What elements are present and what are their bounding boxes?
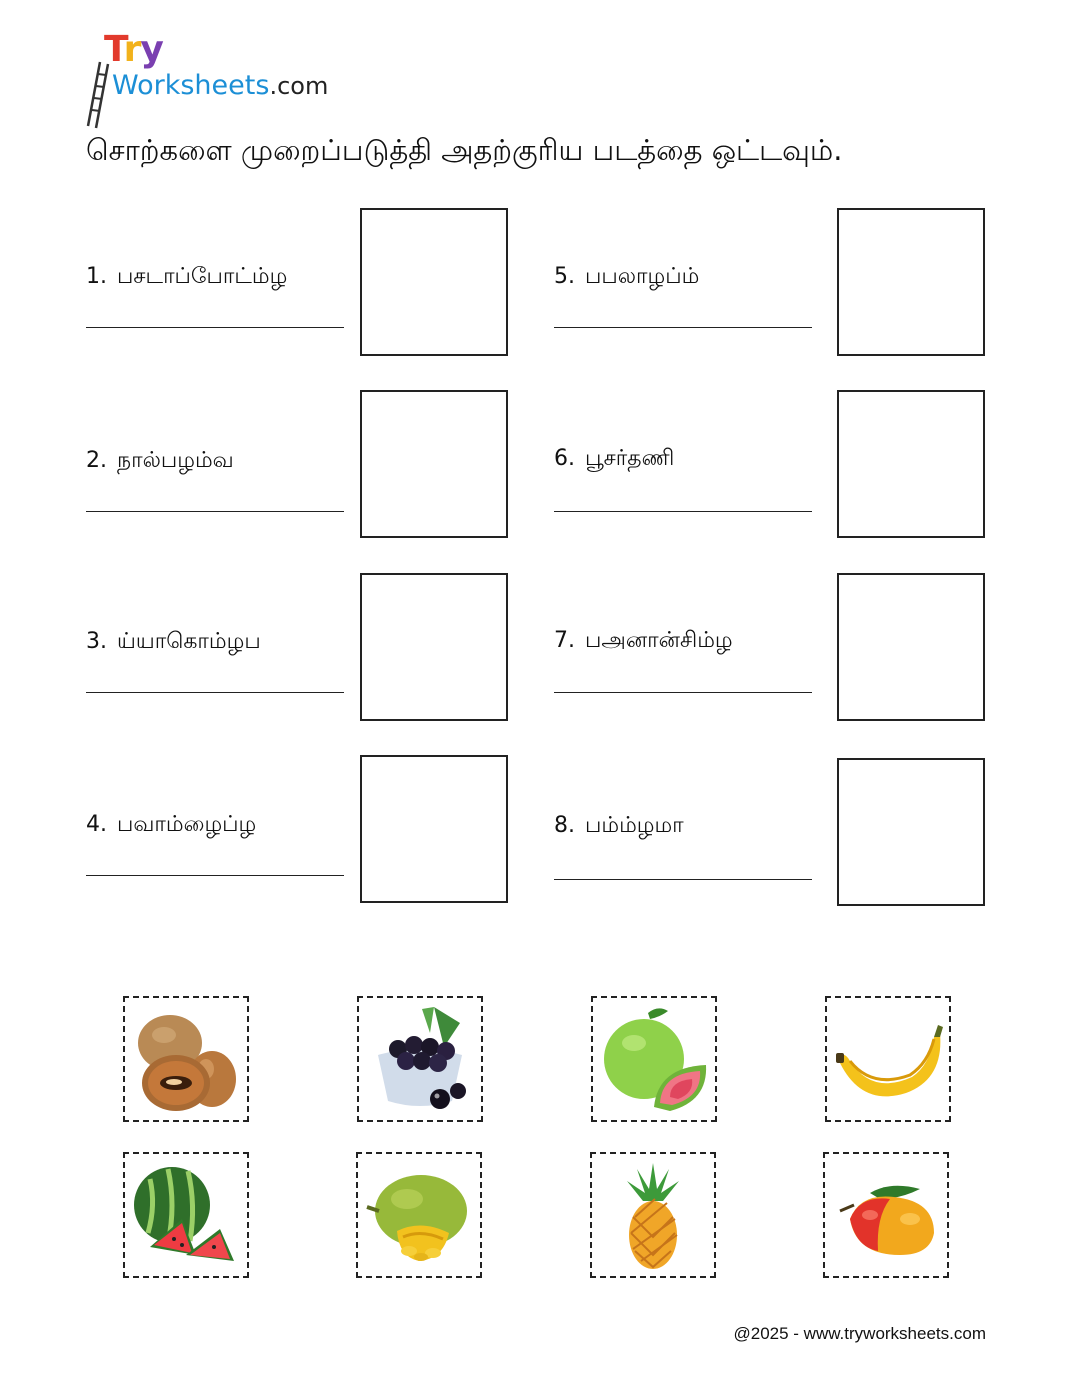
pineapple-icon (597, 1159, 709, 1271)
footer-copyright: @2025 - www.tryworksheets.com (733, 1324, 986, 1343)
scrambled-word: பபலாழப்ம் (585, 264, 700, 289)
paste-box-7[interactable] (837, 573, 985, 721)
jackfruit-icon (363, 1159, 475, 1271)
answer-line-7[interactable] (554, 692, 812, 693)
question-1: 1. பசடாப்போட்ம்ழ (86, 264, 288, 289)
cutout-card-3[interactable] (591, 996, 717, 1122)
question-3: 3. ய்யாகொம்ழப (86, 629, 261, 654)
cutout-card-5[interactable] (123, 1152, 249, 1278)
paste-box-8[interactable] (837, 758, 985, 906)
scrambled-word: பஅனான்சிம்ழ (585, 628, 733, 653)
paste-box-5[interactable] (837, 208, 985, 356)
watermelon-icon (130, 1159, 242, 1271)
scrambled-word: பூசர்தணி (585, 446, 675, 471)
paste-box-6[interactable] (837, 390, 985, 538)
logo-worksheets: Worksheets.com (112, 70, 329, 101)
mango-icon (830, 1159, 942, 1271)
question-6: 6. பூசர்தணி (554, 446, 675, 471)
answer-line-2[interactable] (86, 511, 344, 512)
paste-box-3[interactable] (360, 573, 508, 721)
scrambled-word: நால்பழம்வ (117, 448, 234, 473)
cutout-card-8[interactable] (823, 1152, 949, 1278)
instruction-heading: சொற்களை முறைப்படுத்தி அதற்குரிய படத்தை ஒட்டவும். (86, 133, 843, 167)
question-5: 5. பபலாழப்ம் (554, 264, 700, 289)
ladder-icon (86, 60, 110, 130)
site-logo (86, 30, 346, 110)
cutout-card-6[interactable] (356, 1152, 482, 1278)
question-2: 2. நால்பழம்வ (86, 448, 234, 473)
answer-line-5[interactable] (554, 327, 812, 328)
cutout-card-2[interactable] (357, 996, 483, 1122)
cutout-card-7[interactable] (590, 1152, 716, 1278)
scrambled-word: பவாம்ழைப்ழ (117, 812, 257, 837)
answer-line-6[interactable] (554, 511, 812, 512)
guava-icon (598, 1003, 710, 1115)
answer-line-8[interactable] (554, 879, 812, 880)
paste-box-2[interactable] (360, 390, 508, 538)
jamun-icon (364, 1003, 476, 1115)
answer-line-3[interactable] (86, 692, 344, 693)
answer-line-1[interactable] (86, 327, 344, 328)
paste-box-4[interactable] (360, 755, 508, 903)
question-4: 4. பவாம்ழைப்ழ (86, 812, 257, 837)
answer-line-4[interactable] (86, 875, 344, 876)
logo-try: Try (104, 29, 163, 70)
scrambled-word: ய்யாகொம்ழப (117, 629, 261, 654)
question-7: 7. பஅனான்சிம்ழ (554, 628, 733, 653)
scrambled-word: பசடாப்போட்ம்ழ (117, 264, 288, 289)
question-8: 8. பம்ம்ழமா (554, 813, 684, 838)
banana-icon (832, 1003, 944, 1115)
cutout-card-4[interactable] (825, 996, 951, 1122)
paste-box-1[interactable] (360, 208, 508, 356)
cutout-card-1[interactable] (123, 996, 249, 1122)
scrambled-word: பம்ம்ழமா (585, 813, 684, 838)
sapota-icon (130, 1003, 242, 1115)
